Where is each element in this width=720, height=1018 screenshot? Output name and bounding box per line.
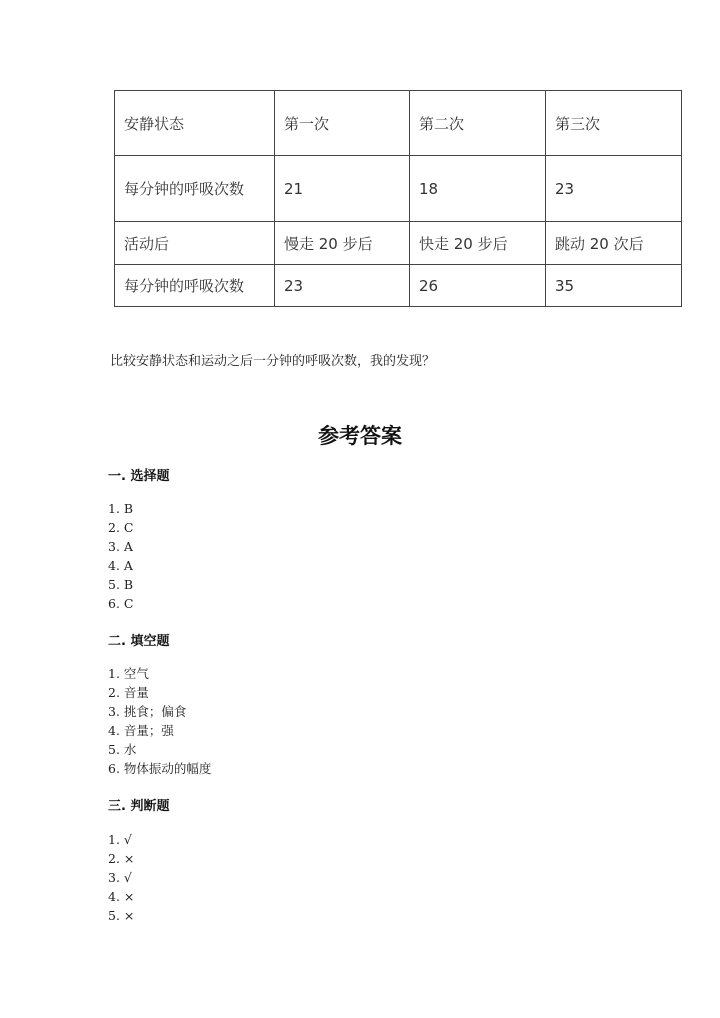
table-cell: 23 [275,265,410,307]
list-item: 1. √ [108,832,132,847]
answer-list-choice [108,499,133,613]
table-cell: 活动后 [115,222,275,265]
table-cell: 23 [546,156,682,222]
table-cell: 安静状态 [115,91,275,156]
list-item: 4. 音量；强 [108,723,174,738]
table-row [115,265,682,307]
table-cell: 26 [410,265,546,307]
table-cell: 第二次 [410,91,546,156]
table-row [115,156,682,222]
table-cell: 18 [410,156,546,222]
table-cell: 每分钟的呼吸次数 [115,156,275,222]
breathing-data-table [114,90,682,307]
section-heading-judge: 三. 判断题 [108,799,170,814]
table-cell: 快走 20 步后 [410,222,546,265]
list-item: 1. B [108,501,134,516]
answer-title: 参考答案 [318,424,402,448]
list-item: 2. 音量 [108,685,149,700]
section-heading-choice: 一. 选择题 [108,469,170,484]
list-item: 5. 水 [108,742,137,757]
section-heading-fill: 二. 填空题 [108,634,170,649]
table-cell: 21 [275,156,410,222]
list-item: 5. × [108,908,135,923]
table-row [115,222,682,265]
list-item: 6. 物体振动的幅度 [108,761,212,776]
list-item: 6. C [108,596,134,611]
list-item: 4. × [108,889,135,904]
table-row [115,91,682,156]
table-cell: 第三次 [546,91,682,156]
table-cell: 第一次 [275,91,410,156]
list-item: 1. 空气 [108,666,149,681]
list-item: 3. A [108,539,133,554]
answer-list-judge [108,830,134,925]
list-item: 2. × [108,851,135,866]
table-cell: 每分钟的呼吸次数 [115,265,275,307]
answer-list-fill [108,664,211,778]
table-cell: 跳动 20 次后 [546,222,682,265]
table-cell: 35 [546,265,682,307]
list-item: 2. C [108,520,134,535]
list-item: 4. A [108,558,133,573]
table-cell: 慢走 20 步后 [275,222,410,265]
list-item: 5. B [108,577,134,592]
list-item: 3. 挑食；偏食 [108,704,187,719]
question-text: 比较安静状态和运动之后一分钟的呼吸次数，我的发现？ [110,354,436,369]
list-item: 3. √ [108,870,132,885]
